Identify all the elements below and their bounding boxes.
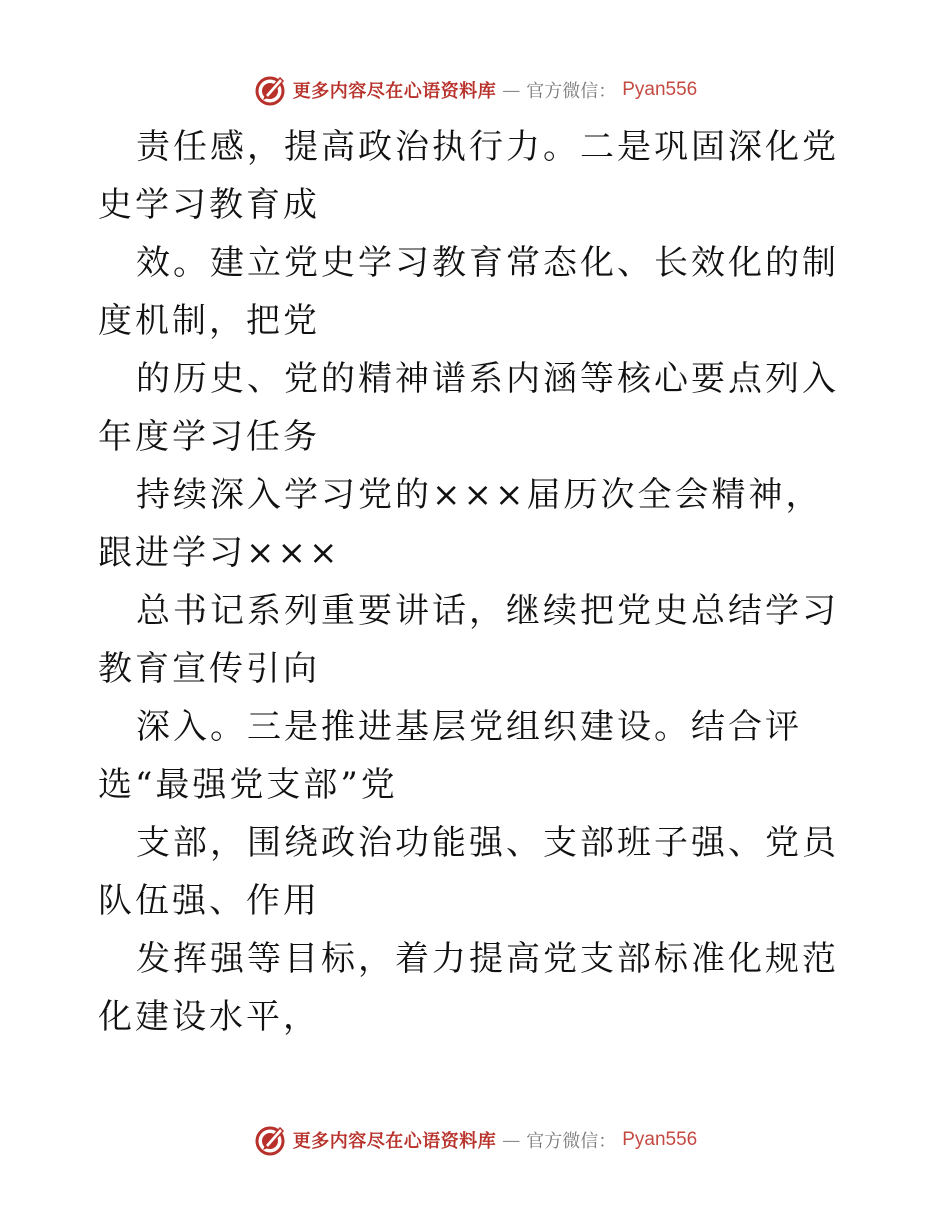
pen-seal-icon <box>253 1123 287 1157</box>
footer-brand-text: 更多内容尽在心语资料库 <box>292 1131 497 1152</box>
pen-seal-icon <box>253 73 287 107</box>
footer-wechat-label: 官方微信： <box>526 1131 617 1152</box>
paragraph-4: 持续深入学习党的×××届历次全会精神，跟进学习××× <box>98 475 823 573</box>
footer-separator: — <box>502 1129 521 1151</box>
header-separator: — <box>502 79 521 101</box>
header-wechat-id: Pyan556 <box>622 79 698 100</box>
header-brand <box>253 73 698 107</box>
paragraph-8: 发挥强等目标，着力提高党支部标准化规范化建设水平， <box>98 939 839 1037</box>
footer-brand <box>253 1123 698 1157</box>
header-wechat-label: 官方微信： <box>526 81 617 102</box>
paragraph-1: 责任感，提高政治执行力。二是巩固深化党史学习教育成 <box>98 127 839 225</box>
paragraph-2: 效。建立党史学习教育常态化、长效化的制度机制，把党 <box>98 243 839 341</box>
paragraph-7: 支部，围绕政治功能强、支部班子强、党员队伍强、作用 <box>98 823 839 921</box>
paragraph-6: 深入。三是推进基层党组织建设。结合评选“最强党支部”党 <box>98 707 802 805</box>
page-header <box>0 70 950 110</box>
footer-wechat-id: Pyan556 <box>622 1129 698 1150</box>
document-body <box>98 118 854 1046</box>
paragraph-3: 的历史、党的精神谱系内涵等核心要点列入年度学习任务 <box>98 359 839 457</box>
header-brand-text: 更多内容尽在心语资料库 <box>292 81 497 102</box>
page-footer <box>0 1120 950 1160</box>
paragraph-5: 总书记系列重要讲话，继续把党史总结学习教育宣传引向 <box>98 591 839 689</box>
